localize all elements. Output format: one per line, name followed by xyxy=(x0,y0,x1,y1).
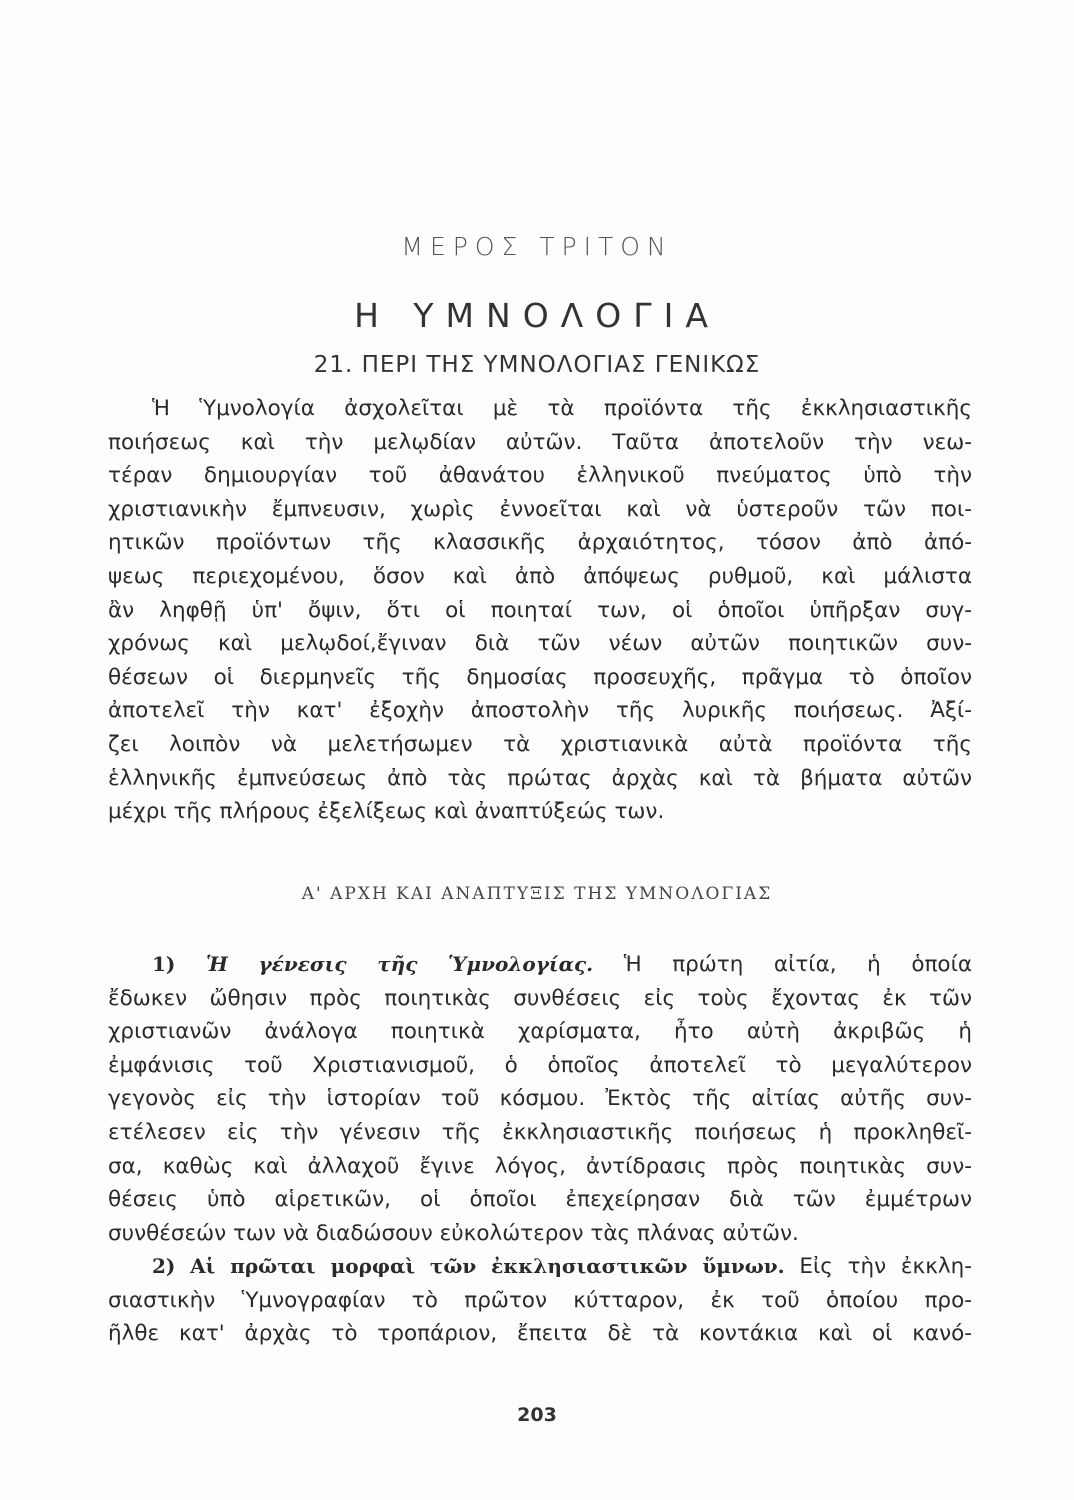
item2-first-line-text: Εἰς τὴν ἐκκλη- xyxy=(799,1254,972,1279)
text-line: ῆλθε κατ' ἀρχὰς τὸ τροπάριον, ἔπειτα δὲ τὰ κοντάκια καὶ οἱ κανό- xyxy=(108,1321,972,1347)
text-line: ἔδωκεν ὤθησιν πρὸς ποιητικὰς συνθέσεις εἰς τοὺς ἔχοντας ἐκ τῶν xyxy=(108,985,972,1011)
item2-paragraph xyxy=(108,1250,972,1351)
item2-number: 2) xyxy=(152,1254,176,1278)
text-line: χρόνως καὶ μελῳδοί,ἔγιναν διὰ τῶν νέων αὐτῶν ποιητικῶν συν- xyxy=(108,631,972,657)
item1-first-line xyxy=(108,948,972,982)
text-line: μέχρι τῆς πλήρους ἐξελίξεως καὶ ἀναπτύξεώς των. xyxy=(108,799,665,825)
text-line: σιαστικὴν Ὑμνογραφίαν τὸ πρῶτον κύτταρον, ἐκ τοῦ ὁποίου προ- xyxy=(108,1287,972,1313)
main-title: Η ΥΜΝΟΛΟΓΙΑ xyxy=(354,296,720,335)
item2-heading: Αἱ πρῶται μορφαὶ τῶν ἐκκλησιαστικῶν ὕμνων. xyxy=(190,1254,785,1278)
text-line: ζει λοιπὸν νὰ μελετήσωμεν τὰ χριστιανικὰ αὐτὰ προϊόντα τῆς xyxy=(108,731,972,757)
intro-paragraph xyxy=(108,392,972,829)
text-line: χριστιανικὴν ἔμπνευσιν, χωρὶς ἐννοεῖται καὶ νὰ ὑστεροῦν τῶν ποι- xyxy=(108,496,972,522)
text-line: ἐμφάνισις τοῦ Χριστιανισμοῦ, ὁ ὁποῖος ἀποτελεῖ τὸ μεγαλύτερον xyxy=(108,1052,972,1078)
item1-paragraph xyxy=(108,948,972,1250)
item1-heading: Ἡ γένεσις τῆς Ὑμνολογίας. xyxy=(205,952,594,976)
page-number: 203 xyxy=(517,1404,557,1426)
text-line: σα, καθὼς καὶ ἀλλαχοῦ ἔγινε λόγος, ἀντίδρασις πρὸς ποιητικὰς συν- xyxy=(108,1153,972,1179)
text-line: γεγονὸς εἰς τὴν ἱστορίαν τοῦ κόσμου. Ἐκτὸς τῆς αἰτίας αὐτῆς συν- xyxy=(108,1086,972,1112)
item1-number: 1) xyxy=(152,952,176,976)
text-line: ἀποτελεῖ τὴν κατ' ἐξοχὴν ἀποστολὴν τῆς λυρικῆς ποιήσεως. Ἀξί- xyxy=(108,698,972,724)
text-line: χριστιανῶν ἀνάλογα ποιητικὰ χαρίσματα, ἦτο αὐτὴ ἀκριβῶς ἡ xyxy=(108,1019,972,1045)
text-line: ἑλληνικῆς ἐμπνεύσεως ἀπὸ τὰς πρώτας ἀρχὰς καὶ τὰ βήματα αὐτῶν xyxy=(108,765,972,791)
text-line: συνθέσεών των νὰ διαδώσουν εὐκολώτερον τὰς πλάνας αὐτῶν. xyxy=(108,1220,799,1246)
text-line: ψεως περιεχομένου, ὅσον καὶ ἀπὸ ἀπόψεως ρυθμοῦ, καὶ μάλιστα xyxy=(108,563,972,589)
text-line: ετέλεσεν εἰς τὴν γένεσιν τῆς ἐκκλησιαστικῆς ποιήσεως ἡ προκληθεῖ- xyxy=(108,1119,972,1145)
item2-first-line xyxy=(108,1250,972,1284)
part-label: ΜΕΡΟΣ ΤΡΙΤΟΝ xyxy=(401,232,673,261)
text-line: τέραν δημιουργίαν τοῦ ἀθανάτου ἑλληνικοῦ πνεύματος ὑπὸ τὴν xyxy=(108,463,972,489)
subsection-heading: Α' ΑΡΧΗ ΚΑΙ ΑΝΑΠΤΥΞΙΣ ΤΗΣ ΥΜΝΟΛΟΓΙΑΣ xyxy=(301,884,773,904)
text-line: Ἡ Ὑμνολογία ἀσχολεῖται μὲ τὰ προϊόντα τῆς ἐκκλησιαστικῆς xyxy=(152,396,972,421)
text-line: ποιήσεως καὶ τὴν μελῳδίαν αὐτῶν. Ταῦτα ἀποτελοῦν τὴν νεω- xyxy=(108,429,972,455)
section-title: 21. ΠΕΡΙ ΤΗΣ ΥΜΝΟΛΟΓΙΑΣ ΓΕΝΙΚΩΣ xyxy=(313,352,761,378)
text-line: θέσεις ὑπὸ αἱρετικῶν, οἱ ὁποῖοι ἐπεχείρησαν διὰ τῶν ἐμμέτρων xyxy=(108,1187,972,1213)
text-line: θέσεων οἱ διερμηνεῖς τῆς δημοσίας προσευχῆς, πρᾶγμα τὸ ὁποῖον xyxy=(108,664,972,690)
item1-first-line-text: Ἡ πρώτη αἰτία, ἡ ὁποία xyxy=(623,952,973,977)
text-line: ητικῶν προϊόντων τῆς κλασσικῆς ἀρχαιότητος, τόσον ἀπὸ ἀπό- xyxy=(108,530,972,556)
text-line: ἂν ληφθῇ ὑπ' ὄψιν, ὅτι οἱ ποιηταί των, οἱ ὁποῖοι ὑπῆρξαν συγ- xyxy=(108,597,972,623)
